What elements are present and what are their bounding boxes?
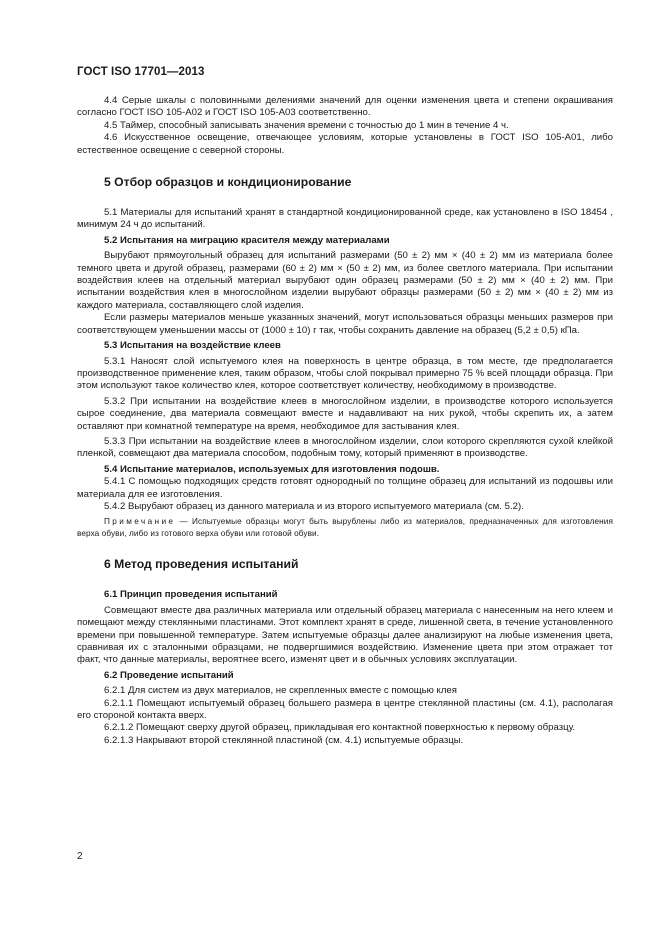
clause-6-2-1-2: 6.2.1.2 Помещают сверху другой образец, прикладывая его контактной поверхностью к первому образцу. [104, 722, 576, 734]
section-5-heading: 5 Отбор образцов и кондиционирование [104, 175, 352, 190]
note-text: — Испытуемые образцы могут быть вырублены либо из материалов, предназначенных для изготовления верха обуви, либо из готового верха обуви или готовой обуви. [77, 517, 613, 538]
note [77, 516, 613, 539]
section-6-heading: 6 Метод проведения испытаний [104, 557, 299, 572]
clause-5-4-2: 5.4.2 Вырубают образец из данного материала и из второго испытуемого материала (см. 5.2). [104, 500, 524, 512]
page-number: 2 [77, 851, 83, 862]
clause-6-2-heading: 6.2 Проведение испытаний [104, 669, 234, 681]
clause-5-3-3: 5.3.3 При испытании на воздействие клеев в многослойном изделии, слои которого скрепляются сухой клейкой пленкой, совмещают два материала способом, подобным тому, который применяют в производстве. [77, 435, 613, 460]
clause-5-2-heading: 5.2 Испытания на миграцию красителя между материалами [104, 234, 390, 246]
clause-5-3-1: 5.3.1 Наносят слой испытуемого клея на поверхность в центре образца, в том месте, где предполагается производственное применение клея, таким образом, чтобы слой покрывал примерно 75 % всей площади образца. При этом используют такое количество клея, которое соответствует количеству, необходимому в производстве. [77, 355, 613, 392]
note-label: Примечание [104, 517, 176, 527]
page-header-title: ГОСТ ISO 17701—2013 [77, 66, 205, 78]
clause-5-1: 5.1 Материалы для испытаний хранят в стандартной кондиционированной среде, как установлено в ISO 18454 , минимум 24 ч до испытаний. [77, 207, 613, 231]
clause-4-4: 4.4 Серые шкалы с половинными делениями значений для оценки изменения цвета и степени окрашивания согласно ГОСТ ISO 105-A02 и ГОСТ ISO 105-A03 соответственно. [77, 95, 613, 119]
clause-4-5: 4.5 Таймер, способный записывать значения времени с точностью до 1 мин в течение 4 ч. [104, 119, 509, 131]
document-body [77, 95, 613, 747]
clause-5-2-para-2: Если размеры материалов меньше указанных значений, могут использоваться образцы меньших размеров при соответствующем уменьшении массы от (1000 ± 10) г так, чтобы сохранить давление на образец (5,2 ± 0,5) кПа. [77, 312, 613, 336]
clause-5-4-1: 5.4.1 С помощью подходящих средств готовят однородный по толщине образец для испытаний из подошвы или материала для ее изготовления. [77, 476, 613, 500]
clause-4-6: 4.6 Искусственное освещение, отвечающее условиям, которые установлены в ГОСТ ISO 105-A01, либо естественное освещение с северной стороны. [77, 132, 613, 156]
clause-6-2-1-3: 6.2.1.3 Накрывают второй стеклянной пластиной (см. 4.1) испытуемые образцы. [104, 734, 464, 746]
clause-5-4-heading: 5.4 Испытание материалов, используемых для изготовления подошв. [104, 463, 440, 475]
clause-6-1-heading: 6.1 Принцип проведения испытаний [104, 589, 278, 601]
clause-6-2-1-1: 6.2.1.1 Помещают испытуемый образец большего размера в центре стеклянной пластины (см. 4.1), располагая его стороной контакта вверх. [77, 697, 613, 722]
clause-5-3-heading: 5.3 Испытания на воздействие клеев [104, 340, 281, 352]
clause-6-1: Совмещают вместе два различных материала или отдельный образец материала с нанесенным на него клеем и помещают между стеклянными пластинами. Этот комплект хранят в среде, лишенной света, в течение установленного времени при повышенной температуре. Затем испытуемые образцы далее анализируют на любые изменения цвета, сравнивая их с эталонными образцами, не подвергшимися воздействию. Изменение цвета при этом отражает тот факт, что данные материалы, вероятнее всего, изменят цвет и в обычных условиях эксплуатации. [77, 604, 613, 666]
clause-6-2-1: 6.2.1 Для систем из двух материалов, не скрепленных вместе с помощью клея [104, 685, 457, 697]
clause-5-3-2: 5.3.2 При испытании на воздействие клеев в многослойном изделии, в производстве которого используется сырое соединение, два материала совмещают вместе и надавливают на них рукой, чтобы скрепить их, а затем оставляют при комнатной температуре на время, необходимое для застывания клея. [77, 395, 613, 432]
clause-5-2-para-1: Вырубают прямоугольный образец для испытаний размерами (50 ± 2) мм × (40 ± 2) мм из материала более темного цвета и другой образец, размерами (60 ± 2) мм × (50 ± 2) мм, из более светлого материала. При испытании воздействия клеев на отдельный материал вырубают один образец размерами (50 ± 2) мм × (40 ± 2) мм. При испытании воздействия клея в многослойном изделии вырубают образцы размерами (50 ± 2) мм × (40 ± 2) мм из каждого материала, составляющего слой изделия. [77, 250, 613, 311]
